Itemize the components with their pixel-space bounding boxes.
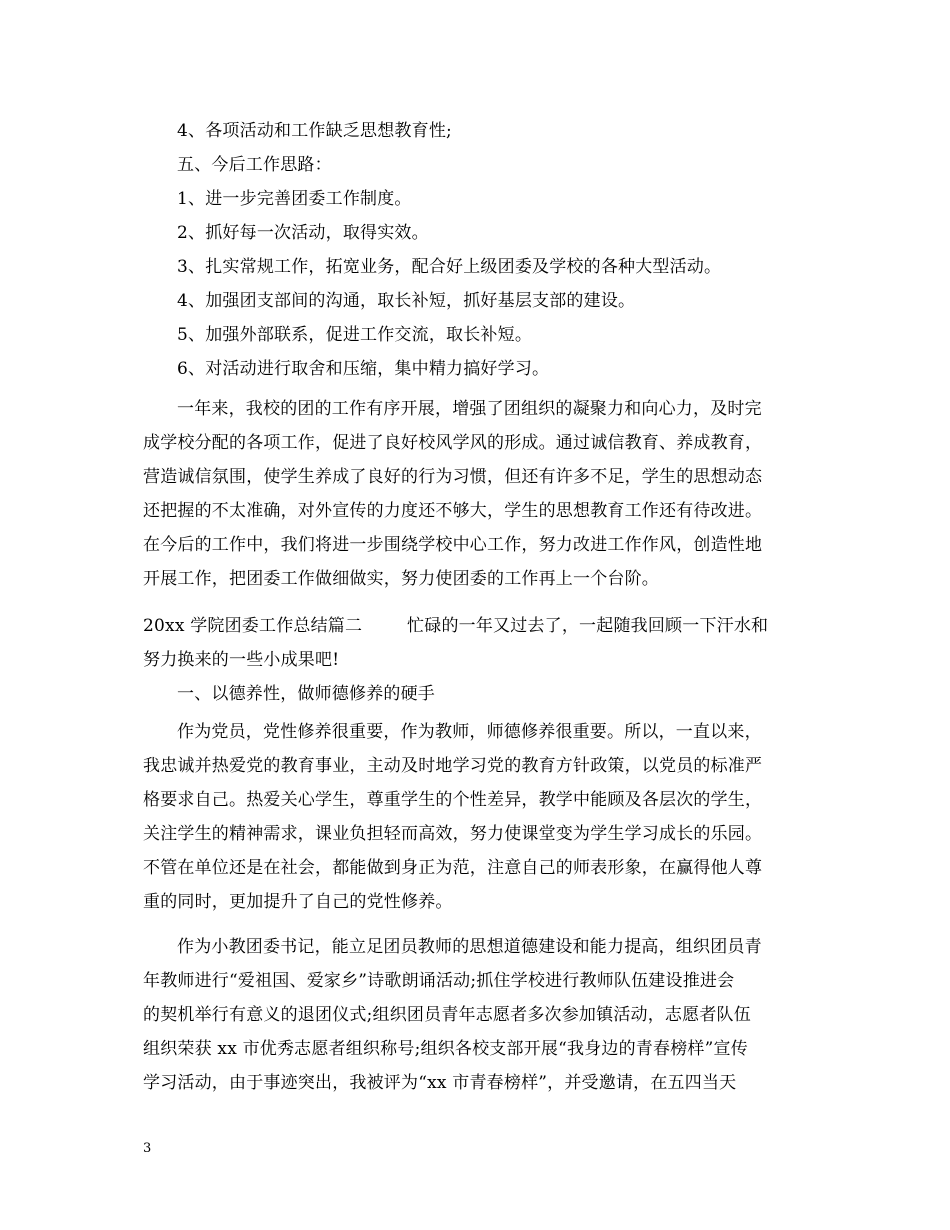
paragraph-line: 开展工作，把团委工作做细做实，努力使团委的工作再上一个台阶。: [143, 569, 659, 589]
text-line: 5、加强外部联系，促进工作交流，取长补短。: [177, 325, 533, 345]
paragraph-line: 作为党员，党性修养很重要，作为教师，师德修养很重要。所以，一直以来，: [177, 722, 762, 742]
paragraph-line: 重的同时，更加提升了自己的党性修养。: [143, 892, 453, 912]
paragraph-line: 一年来，我校的团的工作有序开展，增强了团组织的凝聚力和向心力，及时完: [177, 399, 762, 419]
paragraph-line: 关注学生的精神需求，课业负担轻而高效，努力使课堂变为学生学习成长的乐园。: [143, 824, 763, 844]
paragraph-line: 不管在单位还是在社会，都能做到身正为范，注意自己的师表形象，在赢得他人尊: [143, 858, 763, 878]
section-heading: 一、以德养性，做师德修养的硬手: [177, 684, 435, 704]
paragraph-line: 年教师进行“爱祖国、爱家乡”诗歌朗诵活动;抓住学校进行教师队伍建设推进会: [143, 971, 735, 991]
paragraph-line: 成学校分配的各项工作，促进了良好校风学风的形成。通过诚信教育、养成教育，: [143, 433, 763, 453]
text-line: 4、各项活动和工作缺乏思想教育性;: [177, 121, 452, 141]
paragraph-line: 组织荣获 xx 市优秀志愿者组织称号;组织各校支部开展“我身边的青春榜样”宣传: [143, 1039, 748, 1059]
text-line: 2、抓好每一次活动，取得实效。: [177, 223, 429, 243]
text-line: 6、对活动进行取舍和压缩，集中精力搞好学习。: [177, 359, 550, 379]
section-heading: 五、今后工作思路：: [177, 155, 332, 175]
text-line: 3、扎实常规工作，拓宽业务，配合好上级团委及学校的各种大型活动。: [177, 257, 722, 277]
paragraph-line: 作为小教团委书记，能立足团员教师的思想道德建设和能力提高，组织团员青: [177, 937, 762, 957]
text-line: 1、进一步完善团委工作制度。: [177, 189, 412, 209]
paragraph-line: 营造诚信氛围，使学生养成了良好的行为习惯，但还有许多不足，学生的思想动态: [143, 467, 763, 487]
paragraph-line: 努力换来的一些小成果吧!: [143, 650, 340, 670]
paragraph-line: 的契机举行有意义的退团仪式;组织团员青年志愿者多次参加镇活动，志愿者队伍: [143, 1005, 751, 1025]
page-number: 3: [143, 1141, 152, 1156]
paragraph-line: 我忠诚并热爱党的教育事业，主动及时地学习党的教育方针政策，以党员的标准严: [143, 756, 763, 776]
paragraph-line: 还把握的不太准确，对外宣传的力度还不够大，学生的思想教育工作还有待改进。: [143, 501, 763, 521]
text-line: 4、加强团支部间的沟通，取长补短，抓好基层支部的建设。: [177, 291, 636, 311]
paragraph-line: 格要求自己。热爱关心学生，尊重学生的个性差异，教学中能顾及各层次的学生，: [143, 790, 763, 810]
paragraph-line: 在今后的工作中，我们将进一步围绕学校中心工作，努力改进工作作风，创造性地: [143, 535, 763, 555]
article-title-line: 20xx 学院团委工作总结篇二 忙碌的一年又过去了，一起随我回顾一下汗水和: [143, 616, 769, 636]
paragraph-line: 学习活动，由于事迹突出，我被评为“xx 市青春榜样”，并受邀请，在五四当天: [143, 1073, 737, 1093]
